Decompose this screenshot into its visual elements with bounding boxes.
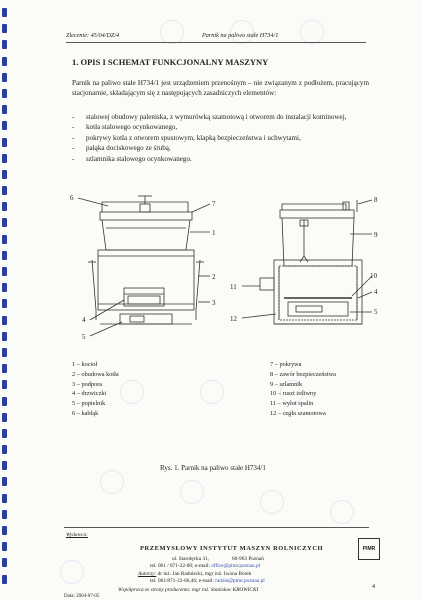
binding-ring — [2, 348, 7, 357]
institute-logo: PIMR — [358, 538, 380, 560]
legend-item: 9 – szlamnik — [270, 380, 303, 388]
legend-item: 5 – popielnik — [72, 400, 106, 408]
binding-ring — [2, 413, 7, 422]
authors-email[interactable]: radzie@pimr.poznan.pl — [215, 578, 265, 584]
footer-divider — [64, 527, 369, 528]
binding-ring — [2, 89, 7, 98]
binding-ring — [2, 170, 7, 179]
binding-ring — [2, 332, 7, 341]
authors-contact: tel. 061/871-22-66,46; e-mail: radzie@pimr.poznan.pl — [150, 578, 265, 584]
order-number: Zlecenie: 45/04/DZ/4 — [66, 32, 120, 39]
binding-ring — [2, 202, 7, 211]
header-doc-title: Parnik na paliwo stałe H734/1 — [202, 32, 279, 39]
callout-label: 10 — [370, 272, 377, 280]
institute-city: 60-963 Poznań — [232, 556, 264, 562]
watermark-stamp — [60, 560, 84, 584]
legend-item: 8 – zawór bezpieczeństwa — [270, 370, 336, 378]
binding-ring — [2, 477, 7, 486]
callout-label: 1 — [212, 229, 216, 237]
left-view-exterior — [78, 196, 210, 336]
binding-ring — [2, 461, 7, 470]
binding-ring — [2, 186, 7, 195]
binding-ring — [2, 445, 7, 454]
watermark-stamp — [120, 380, 144, 404]
watermark-stamp — [260, 490, 284, 514]
binding-ring — [2, 364, 7, 373]
binding-ring — [2, 542, 7, 551]
callout-label: 5 — [82, 333, 86, 341]
callout-label: 4 — [374, 288, 378, 296]
callout-label: 2 — [212, 273, 216, 281]
binding-ring — [2, 73, 7, 82]
list-item: - pokrywy kotła z otworem spustowym, klapką bezpieczeństwa i uchwytami, — [72, 133, 301, 142]
callout-label: 8 — [374, 196, 378, 204]
figure-caption: Rys. 1. Parnik na paliwo stałe H734/1 — [160, 464, 266, 472]
binding-ring — [2, 8, 7, 17]
binding-ring — [2, 218, 7, 227]
watermark-stamp — [100, 470, 124, 494]
binding-ring — [2, 526, 7, 535]
callout-label: 5 — [374, 308, 378, 316]
institute-email[interactable]: office@pimr.poznan.pl — [211, 563, 261, 569]
binding-ring — [2, 558, 7, 567]
page-header — [66, 30, 366, 43]
institute-street: ul. Starołęcka 31, — [172, 556, 210, 562]
legend-left — [72, 360, 119, 419]
callout-label: 11 — [230, 283, 237, 291]
section-title: 1. OPIS I SCHEMAT FUNKCJONALNY MASZYNY — [72, 57, 269, 67]
binding-ring — [2, 138, 7, 147]
intro-paragraph: Parnik na paliwo stałe H734/1 jest urządzeniem przenośnym – nie związanym z podłożem, pracującym stacjonarnie, składającym się z następujących zasadniczych elementów: — [72, 79, 369, 97]
legend-item: 11 – wylot spalin — [270, 400, 314, 408]
binding-ring — [2, 429, 7, 438]
binding-ring — [2, 267, 7, 276]
binding-ring — [2, 575, 7, 584]
right-view-section — [242, 200, 372, 324]
legend-item: 1 – kocioł — [72, 361, 98, 368]
list-item: - stalowej obudowy paleniska, z wymurówką szamotową i otworem do instalacji kominowej, — [72, 113, 347, 121]
legend-right — [270, 360, 336, 419]
binding-ring — [2, 121, 7, 130]
binding-ring — [2, 299, 7, 308]
binding-ring — [2, 283, 7, 292]
binding-ring — [2, 316, 7, 325]
binding-ring — [2, 154, 7, 163]
binding-ring — [2, 251, 7, 260]
component-list — [72, 112, 372, 164]
spiral-binding — [2, 8, 10, 598]
authors-line: Autorzy: dr inż. Jan Radniecki, mgr inż. Iwona Borek — [138, 571, 252, 577]
callout-label: 7 — [212, 200, 216, 208]
publisher-label: Wydawca: — [66, 532, 88, 538]
page-number: 4 — [372, 584, 375, 590]
legend-item: 3 – podpora — [72, 380, 103, 388]
binding-ring — [2, 235, 7, 244]
document-date: Data: 2004-07-05 — [64, 594, 100, 599]
boiler-technical-drawing — [60, 190, 380, 350]
watermark-stamp — [200, 380, 224, 404]
binding-ring — [2, 57, 7, 66]
list-item: - szlamnika stalowego ocynkowanego. — [72, 154, 192, 163]
legend-item: 6 – kabłąk — [72, 409, 99, 417]
binding-ring — [2, 380, 7, 389]
binding-ring — [2, 105, 7, 114]
binding-ring — [2, 24, 7, 33]
cooperation-line: Współpraca ze strony producenta: mgr inż. Stanisław KROWICKI — [118, 587, 259, 593]
callout-label: 12 — [230, 315, 237, 323]
institute-contact: tel. 061 / 871-22-00; e-mail: office@pimr.poznan.pl — [150, 563, 261, 569]
legend-item: 7 – pokrywa — [270, 361, 302, 368]
callout-label: 6 — [70, 194, 74, 202]
callout-label: 3 — [212, 299, 216, 307]
legend-item: 4 – drzwiczki — [72, 390, 107, 398]
list-item: - pałąka dociskowego ze śrubą, — [72, 144, 171, 153]
binding-ring — [2, 397, 7, 406]
binding-ring — [2, 510, 7, 519]
legend-item: 2 – obudowa kotła — [72, 370, 119, 378]
binding-ring — [2, 494, 7, 503]
watermark-stamp — [330, 500, 354, 524]
watermark-stamp — [180, 480, 204, 504]
callout-label: 4 — [82, 316, 86, 324]
list-item: - kotła stalowego ocynkowanego, — [72, 123, 178, 132]
callout-label: 9 — [374, 231, 378, 239]
institute-name: PRZEMYSŁOWY INSTYTUT MASZYN ROLNICZYCH — [140, 545, 324, 552]
legend-item: 10 – ruszt żeliwny — [270, 390, 317, 398]
legend-item: 12 – cegła szamotowa — [270, 409, 326, 417]
binding-ring — [2, 40, 7, 49]
